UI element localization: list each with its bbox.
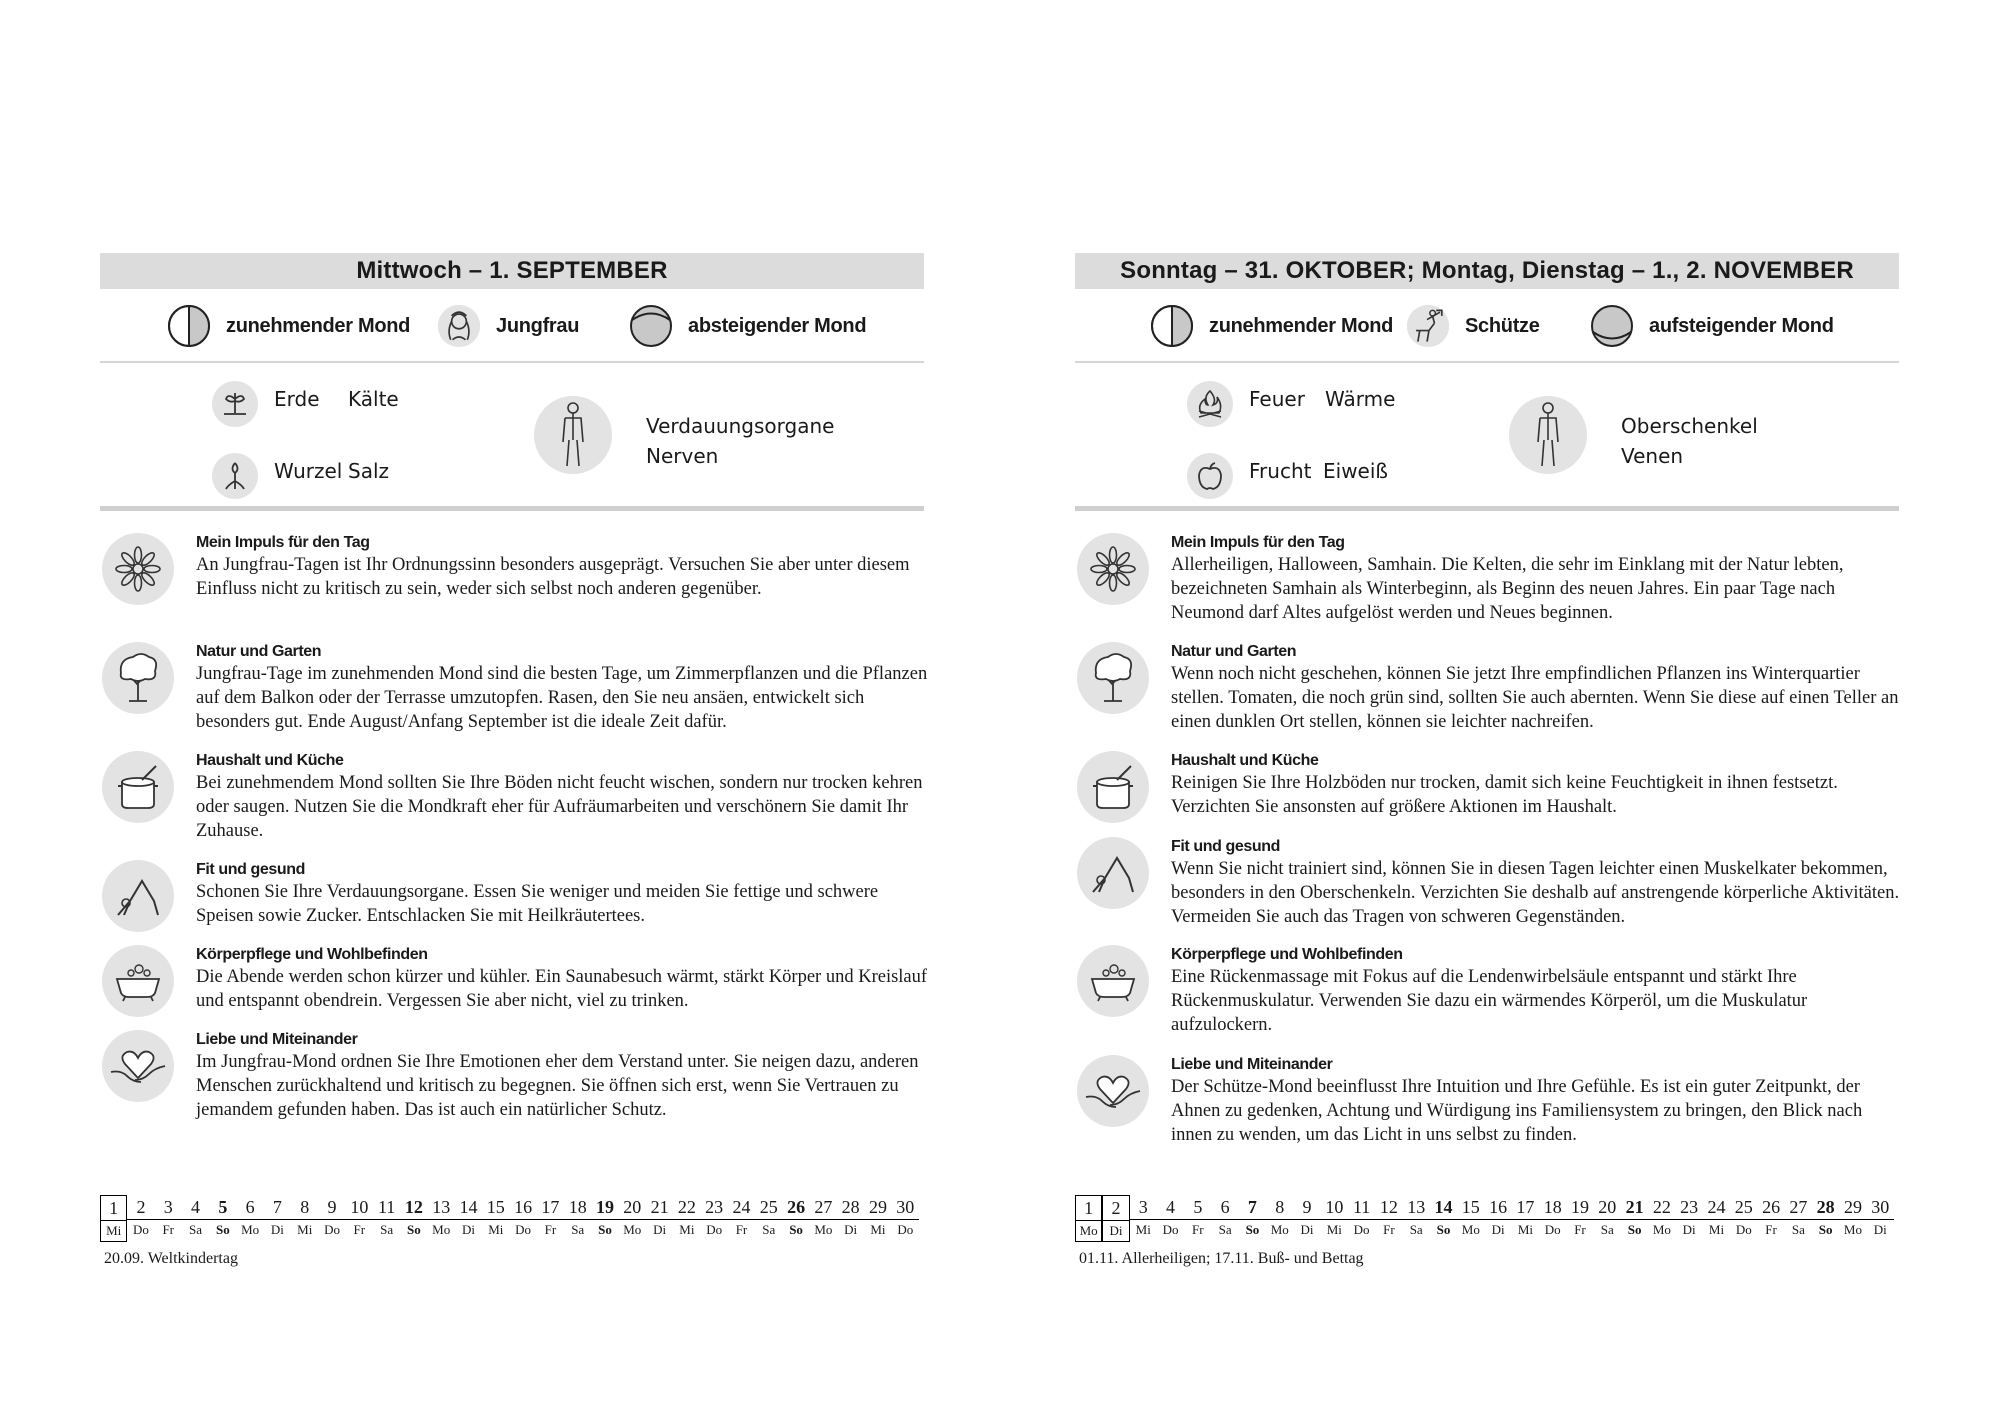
calendar-day <box>209 1195 236 1242</box>
calendar-day <box>1348 1195 1375 1242</box>
calendar-day-number: 4 <box>191 1197 201 1217</box>
calendar-day-number: 3 <box>163 1197 173 1217</box>
calendar-weekday: Do <box>701 1219 728 1240</box>
moon-phase <box>166 302 410 350</box>
calendar-day <box>509 1195 536 1242</box>
calendar-weekday: Mi <box>1321 1219 1348 1240</box>
yoga-pose-icon <box>102 860 174 932</box>
date-header: Sonntag – 31. OKTOBER; Montag, Dienstag – 1., 2. NOVEMBER <box>1075 253 1899 289</box>
calendar-day-number: 20 <box>1598 1197 1617 1217</box>
calendar-day <box>673 1195 700 1242</box>
calendar-day-number: 5 <box>1193 1197 1203 1217</box>
calendar-day <box>1566 1195 1593 1242</box>
section-text: Wenn noch nicht geschehen, können Sie jetzt Ihre empfindlichen Pflanzen ins Winterquartier stellen. Tomaten, die noch grün sind, sollten Sie auch abernten. Wenn Sie diese auf einen Teller an einen dunklen Ort stellen, können sie leichter nachreifen. <box>1171 664 1899 732</box>
section-text: Im Jungfrau-Mond ordnen Sie Ihre Emotionen eher dem Verstand unter. Sie neigen dazu, anderen Menschen zurückhaltend und kritisch zu begegnen. Sie öffnen sich erst, wenn Sie Vertrauen zu jemandem gefunden haben. Das ist auch ein natürlicher Schutz. <box>196 1052 919 1120</box>
section-title: Körperpflege und Wohlbefinden <box>196 946 428 963</box>
flower-icon <box>102 533 174 605</box>
month-calendar-strip <box>100 1195 919 1242</box>
calendar-day-number: 25 <box>1734 1197 1753 1217</box>
calendar-weekday: So <box>1621 1219 1648 1240</box>
section-text: Wenn Sie nicht trainiert sind, können Sie in diesen Tagen leichter einen Muskelkater bekommen, besonders in den Oberschenkeln. Verzichten Sie deshalb auf anstrengende körperliche Aktivitäten. Vermeiden Sie auch das Tragen von schweren Gegenständen. <box>1171 859 1900 927</box>
calendar-day <box>1703 1195 1730 1242</box>
tree-icon <box>102 642 174 714</box>
calendar-day-number: 7 <box>1247 1197 1257 1217</box>
calendar-day <box>1621 1195 1648 1242</box>
calendar-day-number: 22 <box>677 1197 696 1217</box>
zodiac-sign <box>1405 302 1540 350</box>
calendar-weekday: Do <box>127 1219 154 1240</box>
zodiac-sign-label: Schütze <box>1465 314 1540 337</box>
calendar-day <box>892 1195 919 1242</box>
calendar-day <box>537 1195 564 1242</box>
calendar-day <box>1594 1195 1621 1242</box>
calendar-day <box>100 1195 127 1242</box>
calendar-day <box>646 1195 673 1242</box>
section-title: Haushalt und Küche <box>196 752 344 769</box>
calendar-day-number: 7 <box>272 1197 282 1217</box>
calendar-weekday: Fr <box>537 1219 564 1240</box>
calendar-weekday: Do <box>1730 1219 1757 1240</box>
calendar-weekday: Mo <box>1457 1219 1484 1240</box>
calendar-day <box>755 1195 782 1242</box>
calendar-day-number: 19 <box>1570 1197 1589 1217</box>
calendar-day-number: 19 <box>595 1197 614 1217</box>
section-title: Fit und gesund <box>196 861 306 878</box>
calendar-day <box>1812 1195 1839 1242</box>
month-calendar-strip <box>1075 1195 1894 1242</box>
calendar-day <box>1075 1195 1102 1242</box>
calendar-weekday: Di <box>1676 1219 1703 1240</box>
calendar-day <box>1239 1195 1266 1242</box>
calendar-day-number: 23 <box>705 1197 724 1217</box>
calendar-weekday: So <box>209 1219 236 1240</box>
cooking-pot-icon <box>1077 751 1149 823</box>
calendar-weekday: So <box>1812 1219 1839 1240</box>
bathtub-icon <box>102 945 174 1017</box>
calendar-day-number: 10 <box>1325 1197 1344 1217</box>
calendar-day <box>1457 1195 1484 1242</box>
calendar-day-number: 20 <box>623 1197 642 1217</box>
section-title: Liebe und Miteinander <box>196 1031 358 1048</box>
calendar-weekday: Fr <box>346 1219 373 1240</box>
section-title: Körperpflege und Wohlbefinden <box>1171 946 1403 963</box>
calendar-day <box>155 1195 182 1242</box>
calendar-weekday: Mi <box>673 1219 700 1240</box>
waxing-moon-icon <box>166 303 212 349</box>
calendar-weekday: Sa <box>1594 1219 1621 1240</box>
calendar-day <box>1539 1195 1566 1242</box>
calendar-day-number: 23 <box>1680 1197 1699 1217</box>
calendar-day <box>1184 1195 1211 1242</box>
calendar-day-number: 8 <box>300 1197 310 1217</box>
fruit-plant-icon <box>1187 453 1233 499</box>
calendar-day <box>1293 1195 1320 1242</box>
calendar-day <box>1512 1195 1539 1242</box>
calendar-weekday: Di <box>1867 1219 1894 1240</box>
calendar-day <box>591 1195 618 1242</box>
calendar-day-number: 15 <box>486 1197 505 1217</box>
moon-direction <box>628 302 866 350</box>
calendar-day-number: 1 <box>1075 1195 1102 1220</box>
calendar-day <box>1676 1195 1703 1242</box>
calendar-weekday: Mi <box>100 1220 127 1242</box>
section-text: Schonen Sie Ihre Verdauungsorgane. Essen Sie weniger und meiden Sie fettige und schwere Speisen sowie Zucker. Entschlacken Sie mit Heilkräutertees. <box>196 882 879 926</box>
calendar-day <box>1730 1195 1757 1242</box>
calendar-day <box>482 1195 509 1242</box>
plant-part-label: Frucht <box>1249 459 1312 483</box>
calendar-day-number: 12 <box>404 1197 423 1217</box>
section-text: Bei zunehmendem Mond sollten Sie Ihre Böden nicht feucht wischen, sondern nur trocken kehren oder saugen. Nutzen Sie die Mondkraft eher für Aufräumarbeiten und verschönern Sie damit Ihr Zuhause. <box>196 773 923 841</box>
calendar-day-number: 10 <box>350 1197 369 1217</box>
calendar-day-number: 17 <box>541 1197 560 1217</box>
section-text: Eine Rückenmassage mit Fokus auf die Lendenwirbelsäule entspannt und stärkt Ihre Rückenmuskulatur. Verwenden Sie dazu ein wärmendes Körperöl, um die Muskulatur aufzulockern. <box>1171 967 1808 1035</box>
calendar-day-number: 16 <box>1489 1197 1508 1217</box>
calendar-weekday: Fr <box>728 1219 755 1240</box>
calendar-day <box>1867 1195 1894 1242</box>
element-info-block <box>100 363 924 511</box>
bathtub-icon <box>1077 945 1149 1017</box>
calendar-day-number: 27 <box>1789 1197 1808 1217</box>
moon-phase-label: zunehmender Mond <box>226 314 411 337</box>
calendar-day <box>400 1195 427 1242</box>
calendar-day <box>182 1195 209 1242</box>
calendar-day-number: 13 <box>432 1197 451 1217</box>
calendar-weekday: Fr <box>1566 1219 1593 1240</box>
calendar-weekday: Sa <box>1211 1219 1238 1240</box>
calendar-day <box>291 1195 318 1242</box>
calendar-day-number: 15 <box>1461 1197 1480 1217</box>
flower-icon <box>1077 533 1149 605</box>
calendar-weekday: Do <box>509 1219 536 1240</box>
calendar-day-number: 2 <box>1102 1195 1129 1220</box>
nutrient-label: Eiweiß <box>1323 459 1389 483</box>
calendar-weekday: Fr <box>1375 1219 1402 1240</box>
calendar-weekday: Di <box>646 1219 673 1240</box>
calendar-day <box>428 1195 455 1242</box>
calendar-day-number: 24 <box>1707 1197 1726 1217</box>
section-text: Der Schütze-Mond beeinflusst Ihre Intuition und Ihre Gefühle. Es ist ein guter Zeitpunkt, der Ahnen zu gedenken, Achtung und Würdigung ins Familiensystem zu bringen, den Blick nach innen zu wenden, um das Licht in uns selbst zu finden. <box>1171 1077 1863 1145</box>
calendar-day <box>864 1195 891 1242</box>
calendar-weekday: Mo <box>810 1219 837 1240</box>
calendar-day <box>837 1195 864 1242</box>
calendar-weekday: Mi <box>291 1219 318 1240</box>
calendar-day-number: 25 <box>759 1197 778 1217</box>
calendar-day <box>127 1195 154 1242</box>
organ-label: Verdauungsorgane <box>646 414 835 438</box>
calendar-day-number: 6 <box>1220 1197 1230 1217</box>
calendar-weekday: Di <box>455 1219 482 1240</box>
calendar-weekday: Mi <box>482 1219 509 1240</box>
calendar-day-number: 9 <box>1302 1197 1312 1217</box>
calendar-day <box>1130 1195 1157 1242</box>
calendar-weekday: Fr <box>1757 1219 1784 1240</box>
calendar-weekday: Di <box>837 1219 864 1240</box>
calendar-page-right <box>1075 253 1899 1273</box>
calendar-day <box>1785 1195 1812 1242</box>
section-text: Die Abende werden schon kürzer und kühler. Ein Saunabesuch wärmt, stärkt Körper und Kreislauf und entspannt obendrein. Vergessen Sie aber nicht, viel zu trinken. <box>196 967 928 1011</box>
calendar-weekday: So <box>591 1219 618 1240</box>
calendar-day-number: 30 <box>1871 1197 1890 1217</box>
fire-element-icon <box>1187 381 1233 427</box>
calendar-weekday: So <box>1430 1219 1457 1240</box>
calendar-day <box>1403 1195 1430 1242</box>
calendar-day <box>619 1195 646 1242</box>
sagittarius-zodiac-icon <box>1405 303 1451 349</box>
calendar-day-number: 28 <box>1816 1197 1835 1217</box>
section-title: Fit und gesund <box>1171 838 1281 855</box>
moon-info-row <box>100 289 924 363</box>
calendar-weekday: Mi <box>1512 1219 1539 1240</box>
zodiac-sign <box>436 302 579 350</box>
calendar-day <box>1266 1195 1293 1242</box>
calendar-weekday: Do <box>892 1219 919 1240</box>
calendar-day <box>1839 1195 1866 1242</box>
section-title: Haushalt und Küche <box>1171 752 1319 769</box>
calendar-day-number: 2 <box>136 1197 146 1217</box>
calendar-weekday: So <box>1239 1219 1266 1240</box>
calendar-weekday: Mo <box>1839 1219 1866 1240</box>
plant-part-label: Wurzel <box>274 459 343 483</box>
calendar-day <box>318 1195 345 1242</box>
calendar-day <box>1321 1195 1348 1242</box>
cooking-pot-icon <box>102 751 174 823</box>
organ-label: Oberschenkel <box>1621 414 1758 438</box>
calendar-day-number: 21 <box>650 1197 669 1217</box>
calendar-weekday: Di <box>1102 1220 1129 1242</box>
calendar-weekday: Sa <box>1785 1219 1812 1240</box>
calendar-day-number: 11 <box>377 1197 396 1217</box>
calendar-day-number: 14 <box>459 1197 478 1217</box>
calendar-weekday: Sa <box>182 1219 209 1240</box>
moon-direction-label: aufsteigender Mond <box>1649 314 1834 337</box>
section-text: Jungfrau-Tage im zunehmenden Mond sind die besten Tage, um Zimmerpflanzen und die Pflanzen auf dem Balkon oder der Terrasse umzutopfen. Rasen, den Sie neu ansäen, entwickelt sich besonders gut. Ende August/Anfang September ist die ideale Zeit dafür. <box>196 664 928 732</box>
calendar-day-number: 24 <box>732 1197 751 1217</box>
calendar-weekday: Mi <box>1130 1219 1157 1240</box>
calendar-weekday: Di <box>1293 1219 1320 1240</box>
calendar-day-number: 22 <box>1652 1197 1671 1217</box>
calendar-day-number: 9 <box>327 1197 337 1217</box>
calendar-day-number: 29 <box>1843 1197 1862 1217</box>
calendar-weekday: Do <box>318 1219 345 1240</box>
calendar-weekday: Mo <box>619 1219 646 1240</box>
calendar-day <box>1102 1195 1129 1242</box>
calendar-weekday: Mo <box>236 1219 263 1240</box>
calendar-weekday: Mo <box>1648 1219 1675 1240</box>
calendar-day-number: 5 <box>218 1197 228 1217</box>
calendar-day <box>1375 1195 1402 1242</box>
calendar-day <box>1648 1195 1675 1242</box>
calendar-weekday: Di <box>1484 1219 1511 1240</box>
calendar-day-number: 8 <box>1275 1197 1285 1217</box>
zodiac-sign-label: Jungfrau <box>496 314 580 337</box>
calendar-weekday: Mo <box>1266 1219 1293 1240</box>
calendar-weekday: Sa <box>755 1219 782 1240</box>
section-text: Reinigen Sie Ihre Holzböden nur trocken, damit sich keine Feuchtigkeit in ihnen festsetzt. Verzichten Sie ansonsten auf größere Aktionen im Haushalt. <box>1171 773 1838 817</box>
calendar-day <box>264 1195 291 1242</box>
waxing-moon-icon <box>1149 303 1195 349</box>
heart-hands-icon <box>1077 1055 1149 1127</box>
calendar-weekday: Mi <box>1703 1219 1730 1240</box>
calendar-day-number: 21 <box>1625 1197 1644 1217</box>
calendar-day-number: 12 <box>1379 1197 1398 1217</box>
calendar-day-number: 3 <box>1138 1197 1148 1217</box>
calendar-weekday: Sa <box>1403 1219 1430 1240</box>
moon-info-row <box>1075 289 1899 363</box>
calendar-day <box>1157 1195 1184 1242</box>
calendar-day-number: 27 <box>814 1197 833 1217</box>
calendar-weekday: Sa <box>564 1219 591 1240</box>
calendar-day-number: 13 <box>1407 1197 1426 1217</box>
calendar-weekday: So <box>400 1219 427 1240</box>
calendar-day <box>1484 1195 1511 1242</box>
calendar-weekday: Di <box>264 1219 291 1240</box>
calendar-day-number: 30 <box>896 1197 915 1217</box>
calendar-weekday: Mo <box>1075 1220 1102 1242</box>
calendar-weekday: Mo <box>428 1219 455 1240</box>
calendar-day-number: 26 <box>787 1197 806 1217</box>
calendar-page-left <box>100 253 928 1273</box>
calendar-weekday: Sa <box>373 1219 400 1240</box>
calendar-day <box>373 1195 400 1242</box>
calendar-weekday: Do <box>1157 1219 1184 1240</box>
calendar-day <box>728 1195 755 1242</box>
temperature-label: Wärme <box>1325 387 1396 411</box>
calendar-weekday: Fr <box>1184 1219 1211 1240</box>
section-text: An Jungfrau-Tagen ist Ihr Ordnungssinn besonders ausgeprägt. Versuchen Sie aber unter diesem Einfluss nicht zu kritisch zu sein, weder sich selbst noch anderen gegenüber. <box>196 555 910 599</box>
moon-phase-label: zunehmender Mond <box>1209 314 1394 337</box>
date-header: Mittwoch – 1. SEPTEMBER <box>100 253 924 289</box>
calendar-day <box>1211 1195 1238 1242</box>
root-plant-icon <box>212 453 258 499</box>
calendar-day-number: 16 <box>514 1197 533 1217</box>
moon-direction-label: absteigender Mond <box>688 314 867 337</box>
calendar-day <box>782 1195 809 1242</box>
organ-label: Venen <box>1621 444 1684 468</box>
calendar-day <box>1757 1195 1784 1242</box>
section-title: Liebe und Miteinander <box>1171 1056 1333 1073</box>
body-figure-icon <box>534 396 612 474</box>
earth-element-icon <box>212 381 258 427</box>
section-title: Natur und Garten <box>1171 643 1297 660</box>
section-title: Natur und Garten <box>196 643 322 660</box>
moon-phase <box>1149 302 1393 350</box>
moon-direction <box>1589 302 1834 350</box>
heart-hands-icon <box>102 1030 174 1102</box>
calendar-day-number: 28 <box>841 1197 860 1217</box>
section-text: Allerheiligen, Halloween, Samhain. Die Kelten, die sehr im Einklang mit der Natur lebten, bezeichneten Samhain als Winterbeginn, als Beginn des neuen Jahres. Ein paar Tage nach Neumond darf Altes aufgelöst werden und Neues beginnen. <box>1171 555 1844 623</box>
descending-moon-icon <box>628 303 674 349</box>
organ-label: Nerven <box>646 444 719 468</box>
calendar-day-number: 1 <box>100 1195 127 1220</box>
tree-icon <box>1077 642 1149 714</box>
calendar-day-number: 14 <box>1434 1197 1453 1217</box>
temperature-label: Kälte <box>348 387 399 411</box>
calendar-weekday: Do <box>1348 1219 1375 1240</box>
nutrient-label: Salz <box>348 459 390 483</box>
section-title: Mein Impuls für den Tag <box>196 534 370 551</box>
section-title: Mein Impuls für den Tag <box>1171 534 1345 551</box>
calendar-day-number: 17 <box>1516 1197 1535 1217</box>
calendar-weekday: So <box>782 1219 809 1240</box>
calendar-day <box>346 1195 373 1242</box>
element-label: Erde <box>274 387 320 411</box>
calendar-day <box>1430 1195 1457 1242</box>
calendar-day-number: 6 <box>245 1197 255 1217</box>
calendar-day-number: 18 <box>568 1197 587 1217</box>
calendar-note: 01.11. Allerheiligen; 17.11. Buß- und Bettag <box>1079 1250 1364 1267</box>
yoga-pose-icon <box>1077 837 1149 909</box>
element-label: Feuer <box>1249 387 1305 411</box>
body-figure-icon <box>1509 396 1587 474</box>
calendar-weekday: Mi <box>864 1219 891 1240</box>
calendar-day <box>236 1195 263 1242</box>
calendar-weekday: Do <box>1539 1219 1566 1240</box>
calendar-day <box>701 1195 728 1242</box>
calendar-day <box>810 1195 837 1242</box>
element-info-block <box>1075 363 1899 511</box>
virgo-zodiac-icon <box>436 303 482 349</box>
calendar-day <box>455 1195 482 1242</box>
calendar-day-number: 26 <box>1762 1197 1781 1217</box>
ascending-moon-icon <box>1589 303 1635 349</box>
calendar-day <box>564 1195 591 1242</box>
calendar-day-number: 29 <box>868 1197 887 1217</box>
calendar-day-number: 11 <box>1352 1197 1371 1217</box>
calendar-day-number: 4 <box>1166 1197 1176 1217</box>
calendar-day-number: 18 <box>1543 1197 1562 1217</box>
calendar-weekday: Fr <box>155 1219 182 1240</box>
calendar-note: 20.09. Weltkindertag <box>104 1250 238 1267</box>
